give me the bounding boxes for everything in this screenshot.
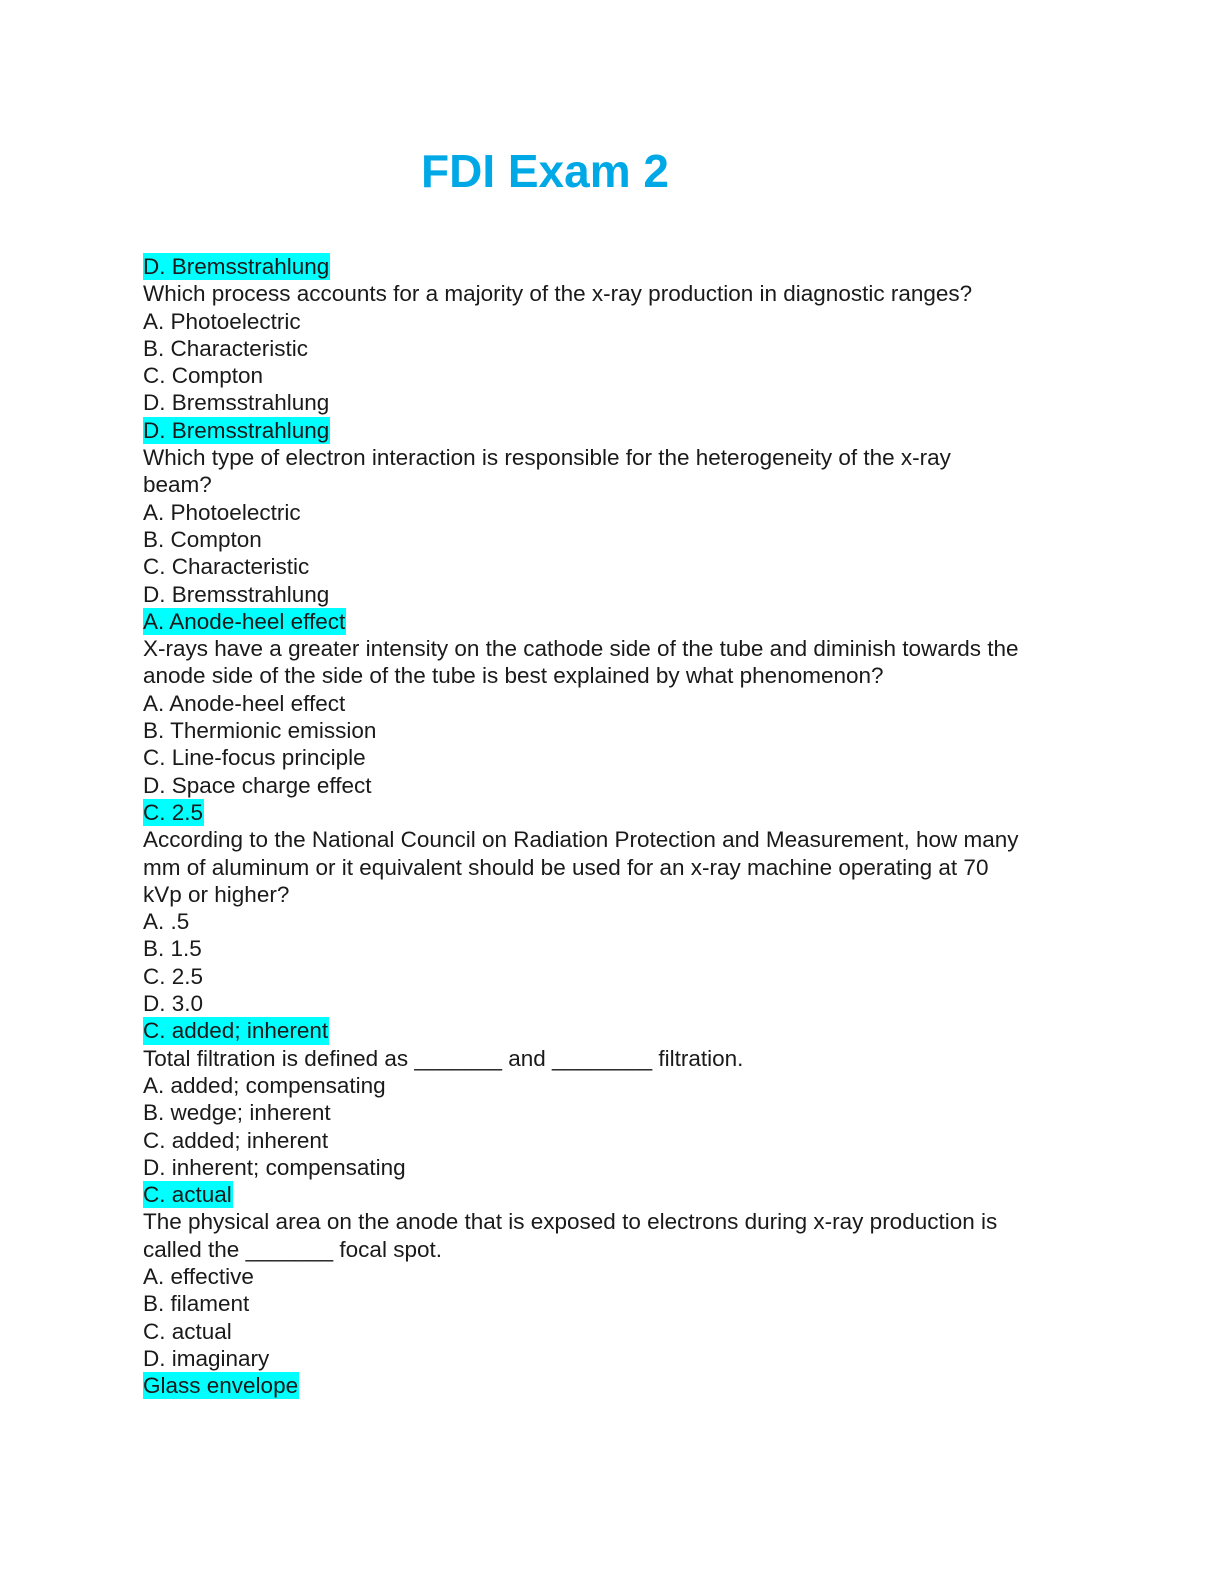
option-d: D. Bremsstrahlung — [143, 390, 330, 416]
question-text-cont: kVp or higher? — [143, 881, 290, 907]
answer-line — [143, 417, 1083, 444]
question-block — [143, 1017, 1083, 1181]
question-block — [143, 799, 1083, 1017]
highlighted-answer: C. 2.5 — [143, 799, 204, 825]
option-a: A. .5 — [143, 909, 190, 935]
option-b: B. Characteristic — [143, 335, 309, 361]
option-d: D. 3.0 — [143, 991, 204, 1017]
highlighted-answer: C. actual — [143, 1182, 232, 1208]
option-c: C. Compton — [143, 363, 264, 389]
option-a: A. Photoelectric — [143, 308, 301, 334]
question-text: According to the National Council on Radiation Protection and Measurement, how many — [143, 827, 1019, 853]
answer-line — [143, 608, 1083, 635]
answer-line — [143, 1181, 1083, 1208]
question-text: Which type of electron interaction is responsible for the heterogeneity of the x-ray — [143, 445, 951, 471]
highlighted-answer: C. added; inherent — [143, 1018, 329, 1044]
option-b: B. 1.5 — [143, 936, 202, 962]
option-a: A. added; compensating — [143, 1072, 386, 1098]
option-c: C. 2.5 — [143, 963, 204, 989]
question-text: Total filtration is defined as _______ and ________ filtration. — [143, 1045, 744, 1071]
option-a: A. effective — [143, 1263, 254, 1289]
option-c: C. added; inherent — [143, 1127, 329, 1153]
question-block — [143, 1181, 1083, 1372]
answer-line — [143, 1372, 1083, 1399]
highlighted-answer: D. Bremsstrahlung — [143, 254, 330, 279]
option-b: B. wedge; inherent — [143, 1100, 331, 1126]
question-list — [143, 253, 1083, 1399]
question-block — [143, 608, 1083, 799]
option-c: C. actual — [143, 1318, 232, 1344]
option-c: C. Line-focus principle — [143, 745, 366, 771]
answer-line — [143, 1017, 1083, 1044]
question-text: Which process accounts for a majority of the x-ray production in diagnostic ranges? — [143, 281, 973, 307]
option-a: A. Photoelectric — [143, 499, 301, 525]
question-text-cont: anode side of the side of the tube is best explained by what phenomenon? — [143, 663, 884, 689]
highlighted-answer: A. Anode-heel effect — [143, 608, 346, 634]
question-block — [143, 253, 1083, 417]
question-text: X-rays have a greater intensity on the cathode side of the tube and diminish towards the — [143, 636, 1019, 662]
option-d: D. inherent; compensating — [143, 1154, 406, 1180]
option-a: A. Anode-heel effect — [143, 690, 346, 716]
option-b: B. Compton — [143, 526, 262, 552]
answer-line — [143, 253, 1083, 280]
option-d: D. Bremsstrahlung — [143, 581, 330, 607]
question-block — [143, 1372, 1083, 1399]
highlighted-answer: Glass envelope — [143, 1373, 299, 1399]
page-title: FDI Exam 2 — [421, 145, 669, 197]
option-b: B. filament — [143, 1291, 250, 1317]
option-d: D. imaginary — [143, 1345, 270, 1371]
question-text-cont: beam? — [143, 472, 212, 498]
option-b: B. Thermionic emission — [143, 718, 377, 744]
question-text: The physical area on the anode that is exposed to electrons during x-ray production is — [143, 1209, 998, 1235]
question-block — [143, 417, 1083, 608]
question-text-cont: mm of aluminum or it equivalent should be used for an x-ray machine operating at 70 — [143, 854, 989, 880]
option-c: C. Characteristic — [143, 554, 310, 580]
highlighted-answer: D. Bremsstrahlung — [143, 417, 330, 443]
question-text-cont: called the _______ focal spot. — [143, 1236, 442, 1262]
option-d: D. Space charge effect — [143, 772, 372, 798]
answer-line — [143, 799, 1083, 826]
